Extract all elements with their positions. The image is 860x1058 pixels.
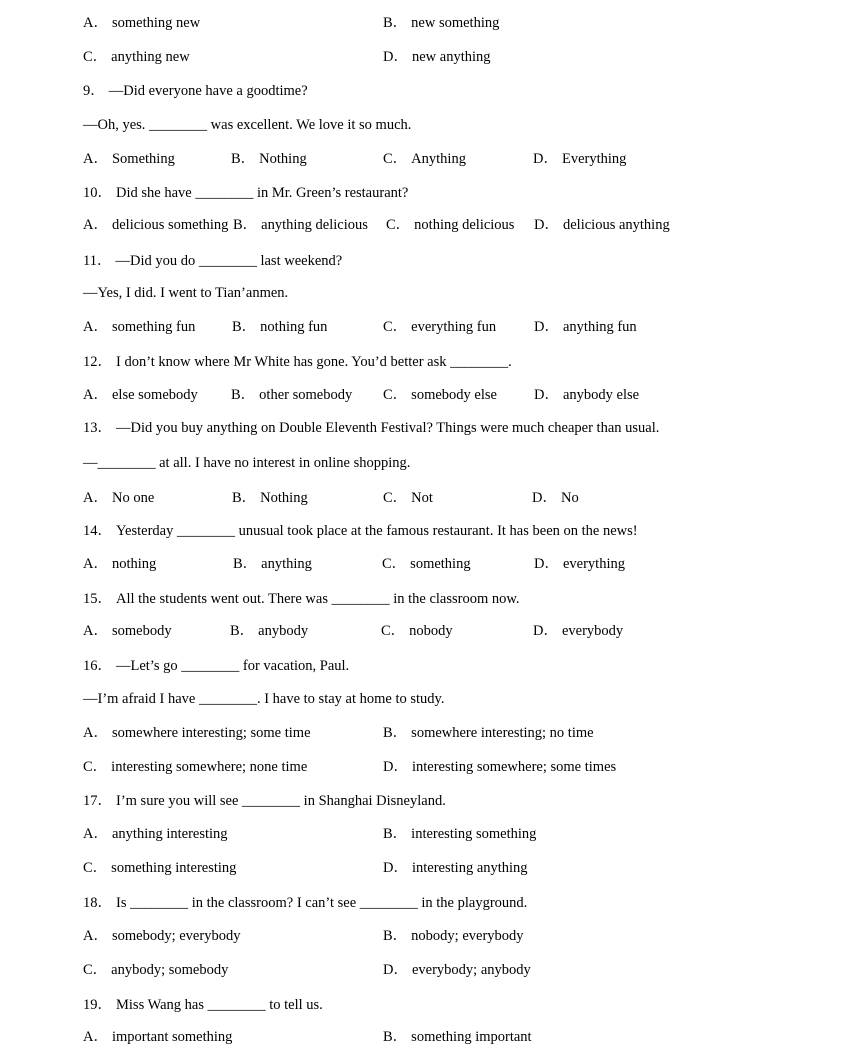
option-letter: A． [83, 15, 108, 31]
option-text: anything interesting [111, 826, 228, 842]
option-letter: D． [383, 962, 408, 978]
option-text: delicious something [111, 217, 229, 233]
option-text: everybody [561, 623, 624, 639]
question-number: 13． [83, 420, 112, 436]
option-text: everything [562, 556, 625, 572]
option-letter: B． [233, 556, 258, 572]
question-number: 12． [83, 354, 112, 370]
question-number: 18． [83, 895, 112, 911]
option-letter: B． [383, 1029, 408, 1045]
option-text: new anything [411, 49, 491, 65]
option-letter: B． [230, 623, 255, 639]
question-text: —Did you buy anything on Double Eleventh Festival? Things were much cheaper than usual. [116, 420, 660, 436]
option-letter: A． [83, 623, 108, 639]
option-letter: A． [83, 319, 108, 335]
option-text: important something [111, 1029, 233, 1045]
question-stem [83, 590, 520, 608]
option-text: everybody; anybody [411, 962, 531, 978]
option-letter: B． [232, 319, 257, 335]
answer-option[interactable] [386, 216, 514, 234]
answer-option[interactable] [382, 555, 471, 573]
answer-option[interactable] [83, 216, 228, 234]
answer-option[interactable] [383, 927, 524, 945]
answer-option[interactable] [83, 961, 228, 979]
answer-option[interactable] [383, 724, 594, 742]
dialogue-line [83, 454, 410, 472]
option-text: Everything [561, 151, 627, 167]
question-text: —I’m afraid I have ________. I have to stay at home to study. [83, 691, 445, 707]
answer-option[interactable] [383, 48, 491, 66]
option-text: delicious anything [562, 217, 670, 233]
option-letter: C． [383, 151, 408, 167]
answer-option[interactable] [383, 758, 616, 776]
answer-option[interactable] [83, 14, 200, 32]
answer-option[interactable] [233, 555, 312, 573]
answer-option[interactable] [383, 318, 496, 336]
option-text: something interesting [111, 860, 237, 876]
question-text: —Let’s go ________ for vacation, Paul. [116, 658, 350, 674]
option-text: Nothing [259, 151, 307, 167]
answer-option[interactable] [232, 489, 308, 507]
option-text: anybody [258, 623, 309, 639]
option-text: Nothing [260, 490, 308, 506]
answer-option[interactable] [383, 961, 531, 979]
question-stem [83, 184, 408, 202]
question-stem [83, 419, 659, 437]
question-stem [83, 657, 349, 675]
question-text: Miss Wang has ________ to tell us. [116, 997, 323, 1013]
option-letter: B． [231, 387, 256, 403]
option-text: something fun [111, 319, 196, 335]
option-text: something [410, 556, 471, 572]
option-letter: A． [83, 151, 108, 167]
option-letter: D． [532, 490, 557, 506]
question-stem [83, 522, 638, 540]
question-number: 9． [83, 83, 105, 99]
answer-option[interactable] [534, 555, 625, 573]
answer-option[interactable] [83, 150, 175, 168]
option-text: somewhere interesting; some time [111, 725, 311, 741]
answer-option[interactable] [83, 825, 228, 843]
option-letter: C． [383, 490, 408, 506]
option-text: somebody; everybody [111, 928, 241, 944]
option-text: anything delicious [261, 217, 368, 233]
option-letter: C． [83, 860, 108, 876]
option-text: everything fun [411, 319, 497, 335]
option-letter: B． [383, 826, 408, 842]
option-text: interesting something [411, 826, 537, 842]
option-letter: A． [83, 826, 108, 842]
question-stem [83, 353, 512, 371]
option-letter: D． [534, 319, 559, 335]
option-text: new something [411, 15, 500, 31]
option-letter: C． [381, 623, 406, 639]
option-text: nothing [111, 556, 157, 572]
question-text: —________ at all. I have no interest in online shopping. [83, 455, 411, 471]
option-text: interesting anything [411, 860, 528, 876]
option-text: Something [111, 151, 175, 167]
option-letter: C． [383, 319, 408, 335]
dialogue-line [83, 284, 288, 302]
option-text: nobody [409, 623, 453, 639]
option-text: nothing fun [260, 319, 328, 335]
option-letter: D． [383, 49, 408, 65]
dialogue-line [83, 116, 411, 134]
answer-option[interactable] [83, 622, 172, 640]
answer-option[interactable] [83, 859, 236, 877]
question-number: 15． [83, 591, 112, 607]
option-letter: B． [231, 151, 256, 167]
answer-option[interactable] [383, 1028, 532, 1046]
question-number: 10． [83, 185, 112, 201]
answer-option[interactable] [533, 150, 626, 168]
option-letter: D． [383, 860, 408, 876]
option-text: anything [261, 556, 312, 572]
question-text: All the students went out. There was ________ in the classroom now. [116, 591, 520, 607]
question-number: 19． [83, 997, 112, 1013]
option-text: No one [111, 490, 155, 506]
option-letter: D． [534, 556, 559, 572]
option-text: else somebody [111, 387, 198, 403]
option-text: something new [111, 15, 201, 31]
question-text: —Oh, yes. ________ was excellent. We love it so much. [83, 117, 412, 133]
option-letter: C． [83, 759, 108, 775]
option-letter: D． [383, 759, 408, 775]
question-text: Is ________ in the classroom? I can’t see ________ in the playground. [116, 895, 528, 911]
option-letter: A． [83, 1029, 108, 1045]
answer-option[interactable] [381, 622, 453, 640]
option-letter: C． [383, 387, 408, 403]
question-text: —Did you do ________ last weekend? [115, 253, 343, 269]
question-text: I’m sure you will see ________ in Shanghai Disneyland. [116, 793, 446, 809]
answer-option[interactable] [83, 489, 154, 507]
option-letter: A． [83, 928, 108, 944]
option-text: somebody [111, 623, 172, 639]
question-stem [83, 82, 308, 100]
option-text: anybody; somebody [111, 962, 229, 978]
option-letter: D． [534, 217, 559, 233]
answer-option[interactable] [532, 489, 579, 507]
answer-option[interactable] [233, 216, 368, 234]
option-letter: D． [534, 387, 559, 403]
option-letter: B． [383, 15, 408, 31]
question-text: —Did everyone have a goodtime? [108, 83, 308, 99]
answer-option[interactable] [83, 386, 198, 404]
question-text: Yesterday ________ unusual took place at the famous restaurant. It has been on the news! [116, 523, 638, 539]
question-stem [83, 996, 323, 1014]
option-letter: A． [83, 490, 108, 506]
option-letter: C． [386, 217, 411, 233]
option-letter: C． [83, 49, 108, 65]
option-text: somewhere interesting; no time [411, 725, 594, 741]
question-number: 11． [83, 253, 112, 269]
answer-option[interactable] [232, 318, 327, 336]
dialogue-line [83, 690, 444, 708]
answer-option[interactable] [83, 48, 190, 66]
answer-option[interactable] [383, 14, 499, 32]
option-text: anybody else [562, 387, 640, 403]
option-letter: C． [83, 962, 108, 978]
answer-option[interactable] [83, 1028, 232, 1046]
answer-option[interactable] [383, 386, 497, 404]
question-stem [83, 252, 342, 270]
option-letter: B． [383, 928, 408, 944]
answer-option[interactable] [230, 622, 308, 640]
answer-option[interactable] [231, 386, 352, 404]
question-number: 14． [83, 523, 112, 539]
answer-option[interactable] [534, 318, 637, 336]
question-text: I don’t know where Mr White has gone. You’d better ask ________. [116, 354, 512, 370]
question-stem [83, 894, 527, 912]
answer-option[interactable] [83, 318, 195, 336]
option-letter: A． [83, 725, 108, 741]
answer-option[interactable] [383, 859, 528, 877]
answer-option[interactable] [83, 758, 307, 776]
option-letter: D． [533, 151, 558, 167]
option-letter: A． [83, 217, 108, 233]
answer-option[interactable] [83, 927, 240, 945]
option-text: interesting somewhere; some times [411, 759, 617, 775]
answer-option[interactable] [83, 724, 311, 742]
option-text: something important [411, 1029, 532, 1045]
answer-option[interactable] [533, 622, 623, 640]
option-letter: C． [382, 556, 407, 572]
answer-option[interactable] [383, 825, 536, 843]
option-letter: B． [232, 490, 257, 506]
option-letter: A． [83, 556, 108, 572]
question-number: 17． [83, 793, 112, 809]
question-number: 16． [83, 658, 112, 674]
option-letter: B． [233, 217, 258, 233]
option-text: No [560, 490, 579, 506]
option-letter: A． [83, 387, 108, 403]
option-letter: B． [383, 725, 408, 741]
question-stem [83, 792, 446, 810]
option-text: anything new [111, 49, 190, 65]
option-text: somebody else [411, 387, 497, 403]
option-text: interesting somewhere; none time [111, 759, 308, 775]
option-letter: D． [533, 623, 558, 639]
answer-option[interactable] [83, 555, 156, 573]
answer-option[interactable] [534, 216, 670, 234]
question-text: —Yes, I did. I went to Tian’anmen. [83, 285, 289, 301]
option-text: Not [411, 490, 433, 506]
answer-option[interactable] [383, 150, 466, 168]
option-text: anything fun [562, 319, 637, 335]
answer-option[interactable] [383, 489, 433, 507]
question-text: Did she have ________ in Mr. Green’s restaurant? [116, 185, 409, 201]
option-text: Anything [411, 151, 466, 167]
option-text: other somebody [259, 387, 353, 403]
option-text: nobody; everybody [411, 928, 524, 944]
option-text: nothing delicious [414, 217, 515, 233]
answer-option[interactable] [534, 386, 639, 404]
answer-option[interactable] [231, 150, 307, 168]
